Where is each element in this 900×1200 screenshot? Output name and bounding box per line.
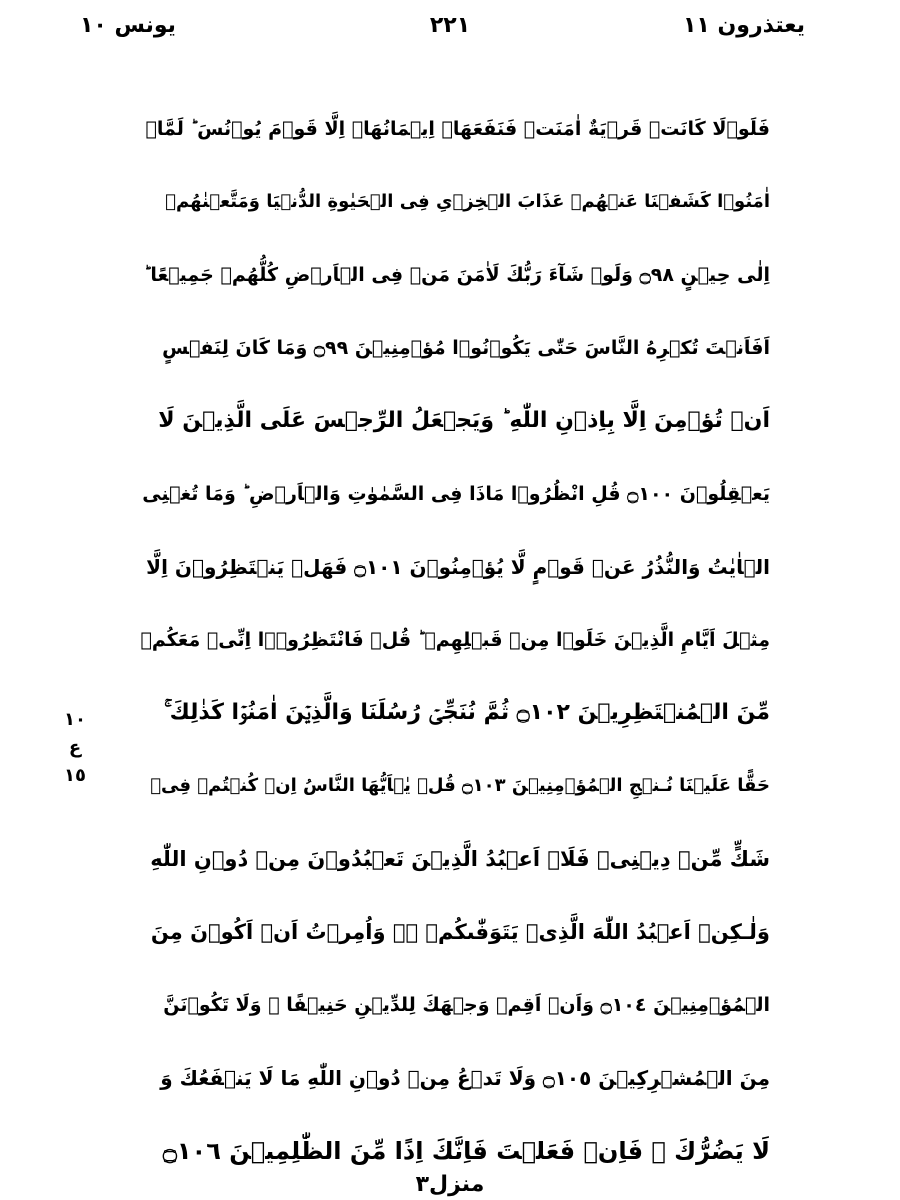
- surah-name: يونس ١٠: [80, 13, 176, 38]
- ruku-number: ١٠: [64, 709, 86, 730]
- text-line: مِنَ الۡمُشۡرِكِيۡنَ ۝١٠٥ وَلَا تَدۡعُ مِنۡ دُوۡنِ اللّٰهِ مَا لَا يَنۡفَعُكَ وَ: [160, 1065, 770, 1090]
- page-number: ٢٢١: [429, 13, 471, 38]
- text-line: فَلَوۡلَا كَانَتۡ قَرۡيَةٌ اٰمَنَتۡ فَنَفَعَهَاۤ اِيۡمَانُهَاۤ اِلَّا قَوۡمَ يُوۡنُسَ ؕ لَمَّاۤ: [145, 117, 770, 140]
- ruku-symbol: ع: [68, 737, 82, 758]
- text-line: شَكٍّ مِّنۡ دِيۡنِىۡ فَلَاۤ اَعۡبُدُ الَّذِيۡنَ تَعۡبُدُوۡنَ مِنۡ دُوۡنِ اللّٰهِ: [150, 846, 770, 871]
- text-line: اَنۡ تُؤۡمِنَ اِلَّا بِاِذۡنِ اللّٰهِ ؕ وَيَجۡعَلُ الرِّجۡسَ عَلَى الَّذِيۡنَ لَا: [158, 408, 770, 433]
- text-line: حَقًّا عَلَيۡنَا نُـنۡجِ الۡمُؤۡمِنِيۡنَ ۝١٠٣ قُلۡ يٰۤاَيُّهَا النَّاسُ اِنۡ كُنۡتُمۡ فِىۡ: [150, 775, 770, 796]
- ruku-marker: [60, 706, 90, 790]
- text-line: مِثۡلَ اَيَّامِ الَّذِيۡنَ خَلَوۡا مِنۡ قَبۡلِهِمۡ ؕ قُلۡ فَانْتَظِرُوۡۤا اِنِّىۡ مَعَكُمۡ: [140, 628, 770, 651]
- quran-text-block: [140, 92, 770, 1187]
- ruku-count: ١٥: [64, 765, 86, 786]
- text-line: الۡمُؤۡمِنِيۡنَ ۝١٠٤ وَاَنۡ اَقِمۡ وَجۡهَكَ لِلدِّيۡنِ حَنِيۡفًا ۚ وَلَا تَكُوۡنَنَّ: [163, 993, 770, 1016]
- text-line: اِلٰى حِيۡنٍ ۝٩٨ وَلَوۡ شَآءَ رَبُّكَ لَاٰمَنَ مَنۡ فِى الۡاَرۡضِ كُلُّهُمۡ جَمِيۡعًا ؕ: [143, 263, 770, 286]
- text-line: اَفَاَنۡتَ تُكۡرِهُ النَّاسَ حَتّٰى يَكُوۡنُوۡا مُؤۡمِنِيۡنَ ۝٩٩ وَمَا كَانَ لِنَفۡسٍ: [162, 336, 770, 359]
- manzil-footer: منزل٣: [415, 1172, 485, 1197]
- text-line: الۡاٰيٰتُ وَالنُّذُرُ عَنۡ قَوۡمٍ لَّا يُؤۡمِنُوۡنَ ۝١٠١ فَهَلۡ يَنۡتَظِرُوۡنَ اِلَّا: [146, 554, 770, 579]
- text-line: وَلٰـكِنۡ اَعۡبُدُ اللّٰهَ الَّذِىۡ يَتَوَفّٰٮكُمۡ ۖۚ وَاُمِرۡتُ اَنۡ اَكُوۡنَ مِنَ: [150, 919, 770, 944]
- text-line: يَعۡقِلُوۡنَ ۝١٠٠ قُلِ انْظُرُوۡا مَاذَا فِى السَّمٰوٰتِ وَالۡاَرۡضِ ؕ وَمَا تُغۡنِى: [142, 482, 770, 505]
- text-line: لَا يَضُرُّكَ ۚ فَاِنۡ فَعَلۡتَ فَاِنَّكَ اِذًا مِّنَ الظّٰلِمِيۡنَ ۝١٠٦: [162, 1136, 770, 1165]
- juz-name: يعتذرون ١١: [682, 13, 805, 38]
- text-line: مِّنَ الۡمُنۡتَظِرِيۡنَ ۝١٠٢ ثُمَّ نُنَجِّىۡ رُسُلَنَا وَالَّذِيۡنَ اٰمَنُوۡا كَذٰلِكَ ۚ: [164, 700, 770, 725]
- page-header: [0, 8, 900, 48]
- text-line: اٰمَنُوۡا كَشَفۡنَا عَنۡهُمۡ عَذَابَ الۡخِزۡىِ فِى الۡحَيٰوةِ الدُّنۡيَا وَمَتَّعۡنٰهُمۡ: [165, 191, 770, 212]
